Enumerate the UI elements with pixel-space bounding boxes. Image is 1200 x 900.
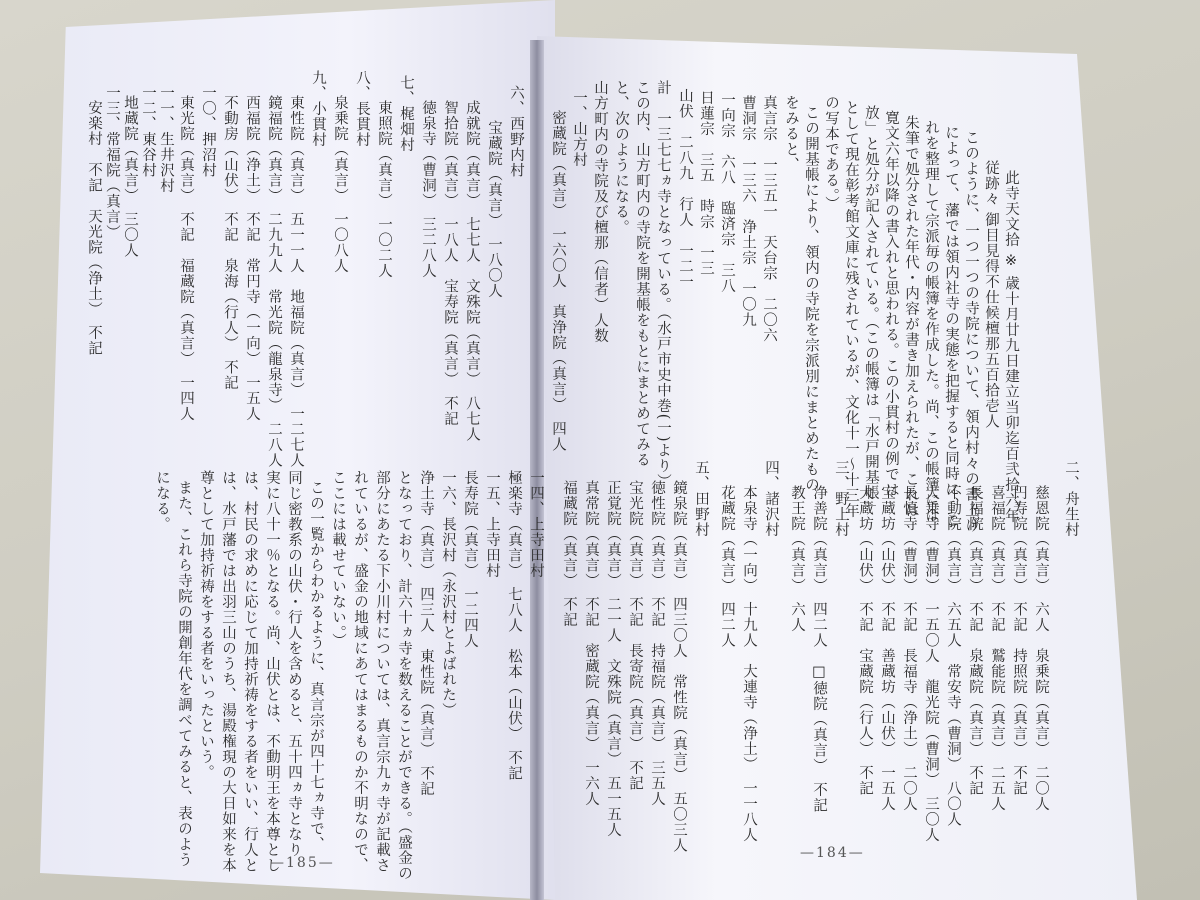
left-line: 安楽村 不記 天光院（浄土） 不記 (86, 100, 102, 357)
right-line: 慈恩院（真言） 六人 泉乗院（真言） 二〇人 (1033, 485, 1049, 812)
right-line: として現在彰考館文庫に残されているが、文化十一〜十三年 (843, 100, 859, 519)
right-line: 日蓮宗 三五 時宗 一三 (698, 90, 714, 276)
left-line: となっており、計六十ヵ寺を数えることができる。（盛金の (396, 470, 412, 882)
right-line: 三、野上村 (833, 460, 849, 538)
left-line: 東性院（真言） 五一一人 地福院（真言） 一二七人 (288, 95, 304, 468)
right-line: をみると、 (783, 95, 799, 173)
left-line: になる。 (154, 470, 170, 532)
right-line: 計 一三七七ヵ寺となっている。（水戸市史中巻(一)より） (655, 80, 671, 490)
left-line: 尊として加持祈祷をする者をいったという。 (198, 470, 214, 780)
right-line: 円寿院（真言） 不記 持照院（真言） 不記 (1011, 485, 1027, 796)
right-line: 長慎寺（曹洞） 不記 長福寺（浄土） 二〇人 (901, 485, 917, 812)
right-line: 寛文六年以降の書入れと思われる。この小貫村の例では (883, 110, 899, 498)
left-line: 部分にあたる下小川村については、真言宗九ヵ寺が記載さ (374, 470, 390, 873)
right-line: 朱筆で処分された年代・内容が書き加えられたが、これは (903, 115, 919, 518)
right-line: 四、諸沢村 (763, 460, 779, 538)
right-line: 山伏 二八九 行人 一二一 (677, 88, 693, 290)
left-line: ここには載せていない。） (330, 470, 346, 649)
left-line: 宝蔵院（真言） 一八〇人 (486, 120, 502, 299)
right-line: 大乗寺（曹洞） 一五〇人 龍光院（曹洞） 三〇人 (923, 485, 939, 843)
left-line: 東照院（真言） 一〇二人 (376, 100, 392, 279)
right-line: 一、山方村 (571, 90, 587, 168)
right-line: 従跡々 御目見得不仕候檀那五百拾壱人 (983, 160, 999, 430)
right-line: この開基帳により、領内の寺院を宗派別にまとめたもの (803, 105, 819, 493)
left-line: 成就院（真言） 七七人 文殊院（真言） 八七人 (464, 100, 480, 442)
right-line: 五、田野村 (693, 460, 709, 538)
right-line: 宝光院（真言） 不記 長寄院（真言） 不記 (627, 480, 643, 791)
left-line: 智拾院（真言） 一八人 宝寿院（真言） 不記 (442, 100, 458, 427)
left-line: 実に八十一％となる。尚、山伏とは、不動明王を本尊とし (264, 470, 280, 873)
left-line: 一二、東谷村 (140, 85, 156, 178)
left-line: は、水戸藩では出羽三山のうち、湯殿権現の大日如来を本 (220, 470, 236, 873)
right-line: 本泉寺（一向） 十九人 大連寺（浄土） 一一八人 (741, 485, 757, 843)
left-line: 浄土寺（真言） 四三人 東性院（真言） 不記 (418, 470, 434, 797)
right-line: 教王院（真言） 六人 (789, 485, 805, 633)
left-line: 不動房（山伏） 不記 泉海（行人） 不記 (222, 95, 238, 391)
left-line: 極楽寺（真言） 七八人 松本（山伏） 不記 (506, 470, 522, 781)
right-line: 二、舟生村 (1063, 460, 1079, 538)
left-line: 徳泉寺（曹洞） 三二八人 (420, 100, 436, 279)
left-line: また、これら寺院の開創年代を調べてみると、表のよう (176, 480, 192, 868)
right-line: 正覚院（真言） 二一人 文殊院（真言） 五一五人 (605, 480, 621, 838)
right-line: 花蔵院（真言） 四二人 (719, 485, 735, 649)
right-line: 徳性院（真言） 不記 持福院（真言） 三五人 (649, 480, 665, 807)
left-line: 長寿院（真言） 一二四人 (462, 470, 478, 649)
left-line: 一一、生井沢村 (158, 85, 174, 194)
left-line: この一覧からわかるように、真言宗が四十七ヵ寺で、 (308, 480, 324, 852)
left-line: 一六、長沢村（永沢村とよばれた） (440, 470, 456, 718)
left-line: 鏡福院（真言） 二九九人 常光院（龍泉寺） 二八人 (266, 95, 282, 468)
left-line: 九、小貫村 (310, 70, 326, 148)
right-line: 此寺天文拾 ※ 歳十月廿九日建立当卯迄百弐拾六年 (1003, 170, 1019, 524)
right-line: 不動院（真言） 六五人 常安寺（曹洞） 八〇人 (945, 485, 961, 827)
page-number: —185— (270, 855, 335, 871)
right-line: 長福院（真言） 不記 泉蔵院（真言） 不記 (967, 485, 983, 796)
right-line: 宝蔵坊（山伏） 不記 善蔵坊（山伏） 一五人 (879, 485, 895, 812)
right-line: 放」と処分が記入されている。（この帳簿は「水戸開基帳」 (863, 105, 879, 517)
right-line: の写本である。） (823, 95, 839, 212)
right-line: 真言宗 一三五一 天台宗 二〇六 (761, 95, 777, 343)
left-line: 六、西野内村 (508, 85, 524, 178)
right-line: 喜福院（真言） 不記 鷲能院（真言） 二五人 (989, 485, 1005, 812)
left-line: 一〇、押沼村 (200, 85, 216, 178)
right-line: 一向宗 六八 臨済宗 三八 (719, 92, 735, 294)
left-line: 七、梶畑村 (398, 75, 414, 153)
right-line: この内、山方町内の寺院を開基帳をもとにまとめてみる (634, 80, 650, 468)
right-line: 曹洞宗 一三六 浄土宗 一〇九 (740, 95, 756, 328)
left-line: 一四、上寺田村 (528, 470, 544, 579)
right-line: によって、藩では領内社寺の実態を把握すると同時に、こ (943, 125, 959, 528)
right-line: 福蔵院（真言） 不記 (561, 480, 577, 628)
left-line: 八、長貫村 (354, 70, 370, 148)
right-line: 真常院（真言） 不記 密蔵院（真言） 一六人 (583, 480, 599, 807)
right-line: れを整理して宗派毎の帳簿を作成した。尚、この帳簿には (923, 120, 939, 523)
left-line: は、村民の求めに応じて加持祈祷をする者をいい、行人と (242, 470, 258, 873)
right-line: このように、一つ一つの寺院について、領内村々の書上げ (963, 130, 979, 533)
left-line: 一五、上寺田村 (484, 470, 500, 579)
right-line: 浄善院（真言） 四二人 □徳院（真言） 不記 (811, 485, 827, 813)
left-line: 西福院（浄土） 不記 常円寺（一向） 一五人 (244, 95, 260, 422)
right-line: 鏡泉院（真言） 四三〇人 常性院（真言） 五〇三人 (671, 480, 687, 853)
left-line: 一三、常福院（真言） (104, 85, 120, 240)
left-line: 泉乗院（真言） 一〇八人 (332, 95, 348, 274)
left-line: 同じ密教系の山伏・行人を含めると、五十四ヵ寺となり (286, 470, 302, 858)
right-line: 大蔵坊（山伏） 不記 宝蔵院（行人） 不記 (857, 485, 873, 796)
left-line: 地蔵院（真言） 三〇人 (122, 95, 138, 259)
right-line: と、次のようになる。 (613, 80, 629, 235)
right-line: 密蔵院（真言） 一六〇人 真浄院（真言） 四人 (550, 110, 566, 452)
left-line: 東光院（真言） 不記 福蔵院（真言） 一四人 (178, 95, 194, 422)
right-line: 山方町内の寺院及び檀那（信者）人数 (592, 80, 608, 344)
left-line: れているが、盛金の地域にあてはまるものか不明なので、 (352, 470, 368, 873)
page-number: —184— (800, 845, 865, 861)
